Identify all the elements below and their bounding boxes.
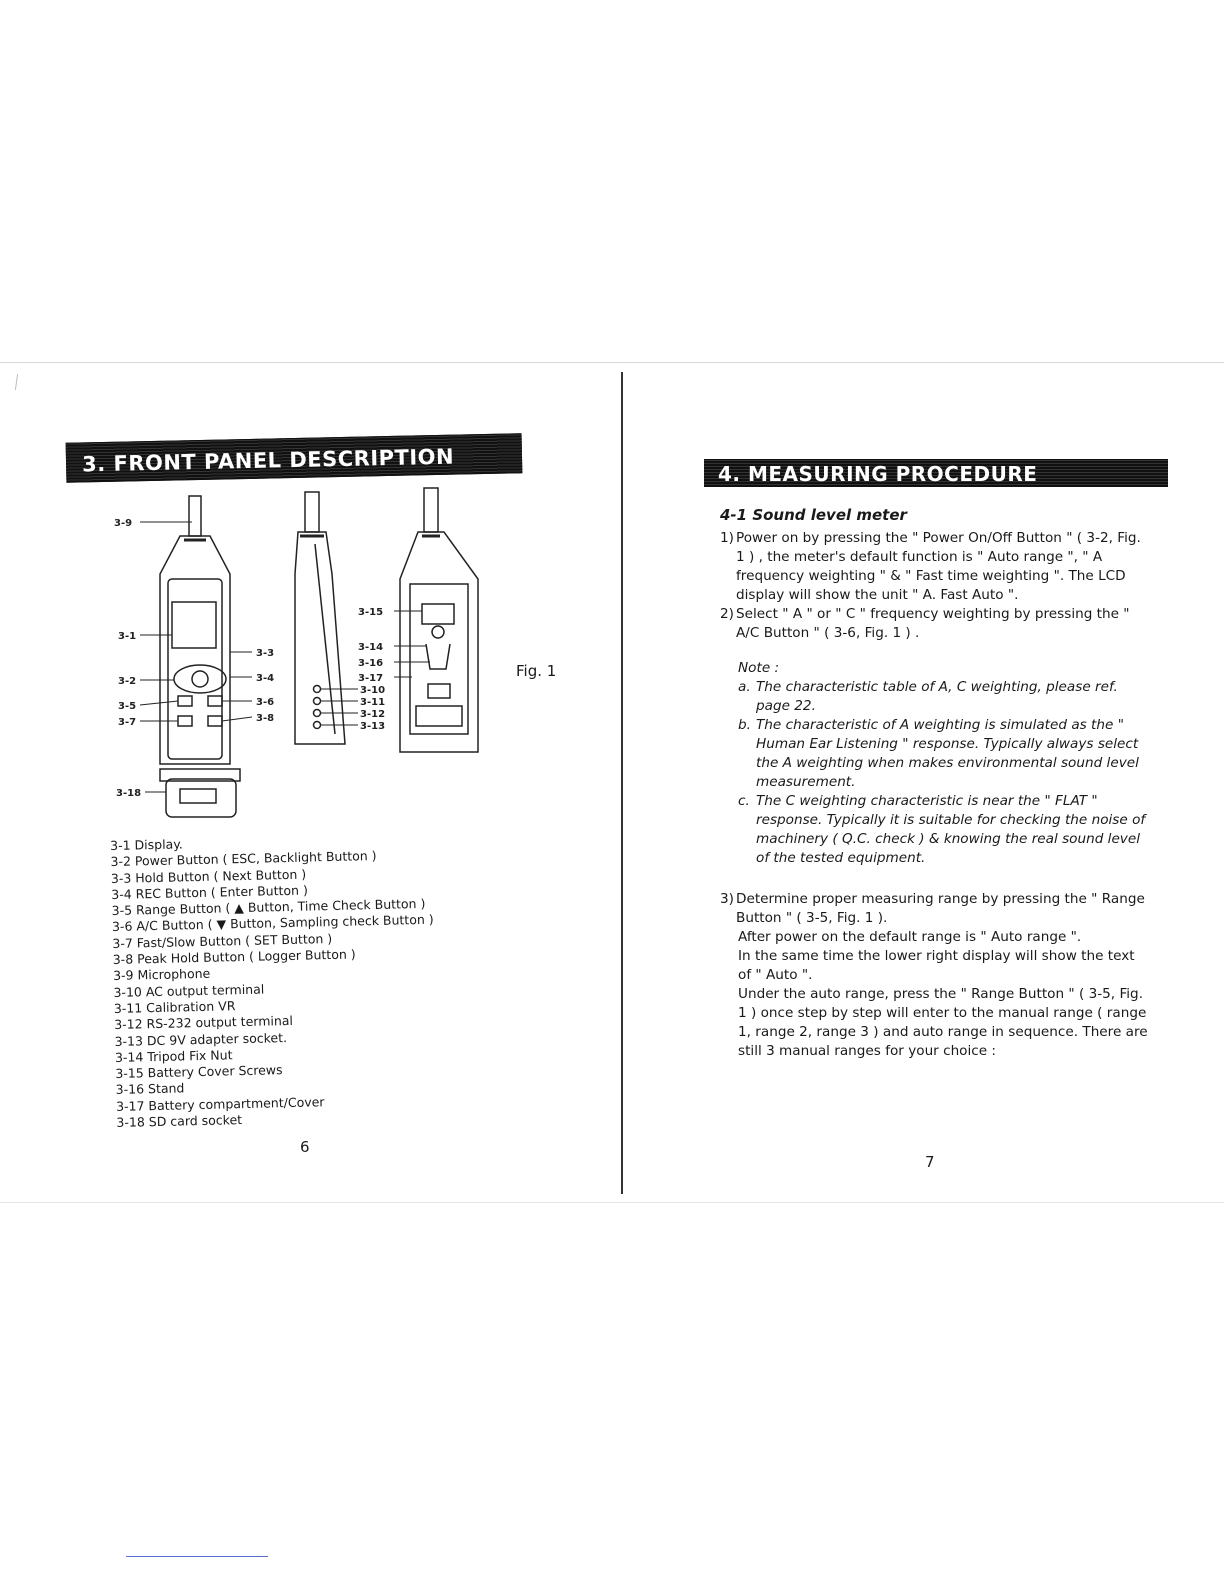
note-block (738, 659, 1150, 868)
subheading: 4-1 Sound level meter (720, 506, 907, 524)
meter-diagram (100, 484, 520, 834)
callout-3-17: 3-17 (358, 673, 384, 684)
step-text: Power on by pressing the " Power On/Off Button " ( 3-2, Fig. 1 ) , the meter's default function is " Auto range ", " A frequency weighting " & " Fast time weighting ". The LCD display will show the unit " A. Fast Auto ". (736, 530, 1141, 603)
legend-item: 3-10 AC output terminal (113, 981, 265, 1000)
legend-item: 3-18 SD card socket (116, 1112, 243, 1130)
scan-mark (15, 374, 18, 390)
callout-3-5: 3-5 (118, 701, 137, 712)
figure-caption: Fig. 1 (516, 662, 557, 680)
legend-item: 3-8 Peak Hold Button ( Logger Button ) (112, 946, 356, 968)
note-letter: b. (738, 717, 751, 733)
measuring-procedure-body (720, 506, 1150, 1061)
legend-item: 3-3 Hold Button ( Next Button ) (110, 866, 307, 886)
callout-3-13: 3-13 (360, 721, 386, 732)
legend-item: 3-5 Range Button ( ▲ Button, Time Check Button ) (111, 896, 426, 919)
callout-3-7: 3-7 (118, 717, 137, 728)
step-3-detail: After power on the default range is " Auto range ". (738, 929, 1082, 945)
legend-item: 3-11 Calibration VR (113, 998, 236, 1016)
callout-3-11: 3-11 (360, 697, 386, 708)
callout-3-8: 3-8 (256, 713, 275, 724)
meter-back-view (400, 488, 478, 752)
note-item (738, 678, 1150, 716)
callout-3-16: 3-16 (358, 658, 384, 669)
step-1 (720, 529, 1150, 605)
step-text: Select " A " or " C " frequency weighting by pressing the " A/C Button " ( 3-6, Fig. 1 ) . (736, 606, 1130, 641)
meter-front-view (160, 496, 240, 817)
callout-3-12: 3-12 (360, 709, 386, 720)
callout-3-4: 3-4 (256, 673, 275, 684)
spread-bottom-edge (0, 1202, 1224, 1203)
legend-item: 3-16 Stand (115, 1080, 185, 1098)
callout-3-15: 3-15 (358, 607, 384, 618)
legend-item: 3-12 RS-232 output terminal (114, 1013, 294, 1033)
step-3 (720, 890, 1150, 928)
front-panel-legend (110, 830, 457, 1131)
page-number-right: 7 (925, 1153, 935, 1171)
callout-3-2: 3-2 (118, 676, 137, 687)
callout-3-6: 3-6 (256, 697, 275, 708)
legend-item: 3-1 Display. (110, 836, 183, 853)
callout-3-14: 3-14 (358, 642, 384, 653)
step-number: 3) (720, 891, 734, 907)
callout-3-3: 3-3 (256, 648, 275, 659)
legend-item: 3-15 Battery Cover Screws (115, 1062, 283, 1082)
step-2 (720, 605, 1150, 643)
callout-3-9: 3-9 (114, 518, 133, 529)
note-text: The C weighting characteristic is near the " FLAT " response. Typically it is suitable for checking the noise of machinery ( Q.C. check ) & knowing the real sound level of the tested equipment. (756, 793, 1146, 866)
footer-underline (126, 1556, 268, 1557)
step-text: Determine proper measuring range by pressing the " Range Button " ( 3-5, Fig. 1 ). (736, 891, 1145, 926)
section-title-front-panel: 3. FRONT PANEL DESCRIPTION (66, 433, 523, 483)
note-letter: a. (738, 679, 751, 695)
callout-3-10: 3-10 (360, 685, 386, 696)
legend-item: 3-6 A/C Button ( ▼ Button, Sampling check Button ) (111, 912, 434, 935)
step-number: 1) (720, 530, 734, 546)
callout-3-1: 3-1 (118, 631, 137, 642)
legend-item: 3-7 Fast/Slow Button ( SET Button ) (112, 930, 333, 951)
note-item (738, 792, 1150, 868)
legend-item: 3-9 Microphone (112, 966, 211, 984)
page-gutter (621, 372, 623, 1194)
page-number-left: 6 (300, 1138, 310, 1156)
note-letter: c. (738, 793, 750, 809)
legend-item: 3-2 Power Button ( ESC, Backlight Button ) (110, 848, 377, 870)
meter-side-view (295, 492, 345, 744)
legend-item: 3-17 Battery compartment/Cover (115, 1093, 325, 1114)
step-3-detail: In the same time the lower right display will show the text of " Auto ". (738, 948, 1135, 983)
callout-3-18: 3-18 (116, 788, 142, 799)
legend-item: 3-4 REC Button ( Enter Button ) (111, 882, 309, 902)
section-title-measuring: 4. MEASURING PROCEDURE (704, 459, 1168, 487)
note-text: The characteristic table of A, C weighting, please ref. page 22. (756, 679, 1118, 714)
spread-top-edge (0, 362, 1224, 363)
step-number: 2) (720, 606, 734, 622)
note-label: Note : (738, 660, 780, 676)
legend-item: 3-13 DC 9V adapter socket. (114, 1029, 288, 1049)
step-3-detail: Under the auto range, press the " Range Button " ( 3-5, Fig. 1 ) once step by step will enter to the manual range ( range 1, range 2, range 3 ) and auto range in sequence. There are still 3 manual ranges for your choice : (738, 986, 1148, 1059)
note-item (738, 716, 1150, 792)
legend-item: 3-14 Tripod Fix Nut (114, 1047, 233, 1065)
note-text: The characteristic of A weighting is simulated as the " Human Ear Listening " response. Typically always select the A weighting when makes environmental sound level measurement. (756, 717, 1139, 790)
